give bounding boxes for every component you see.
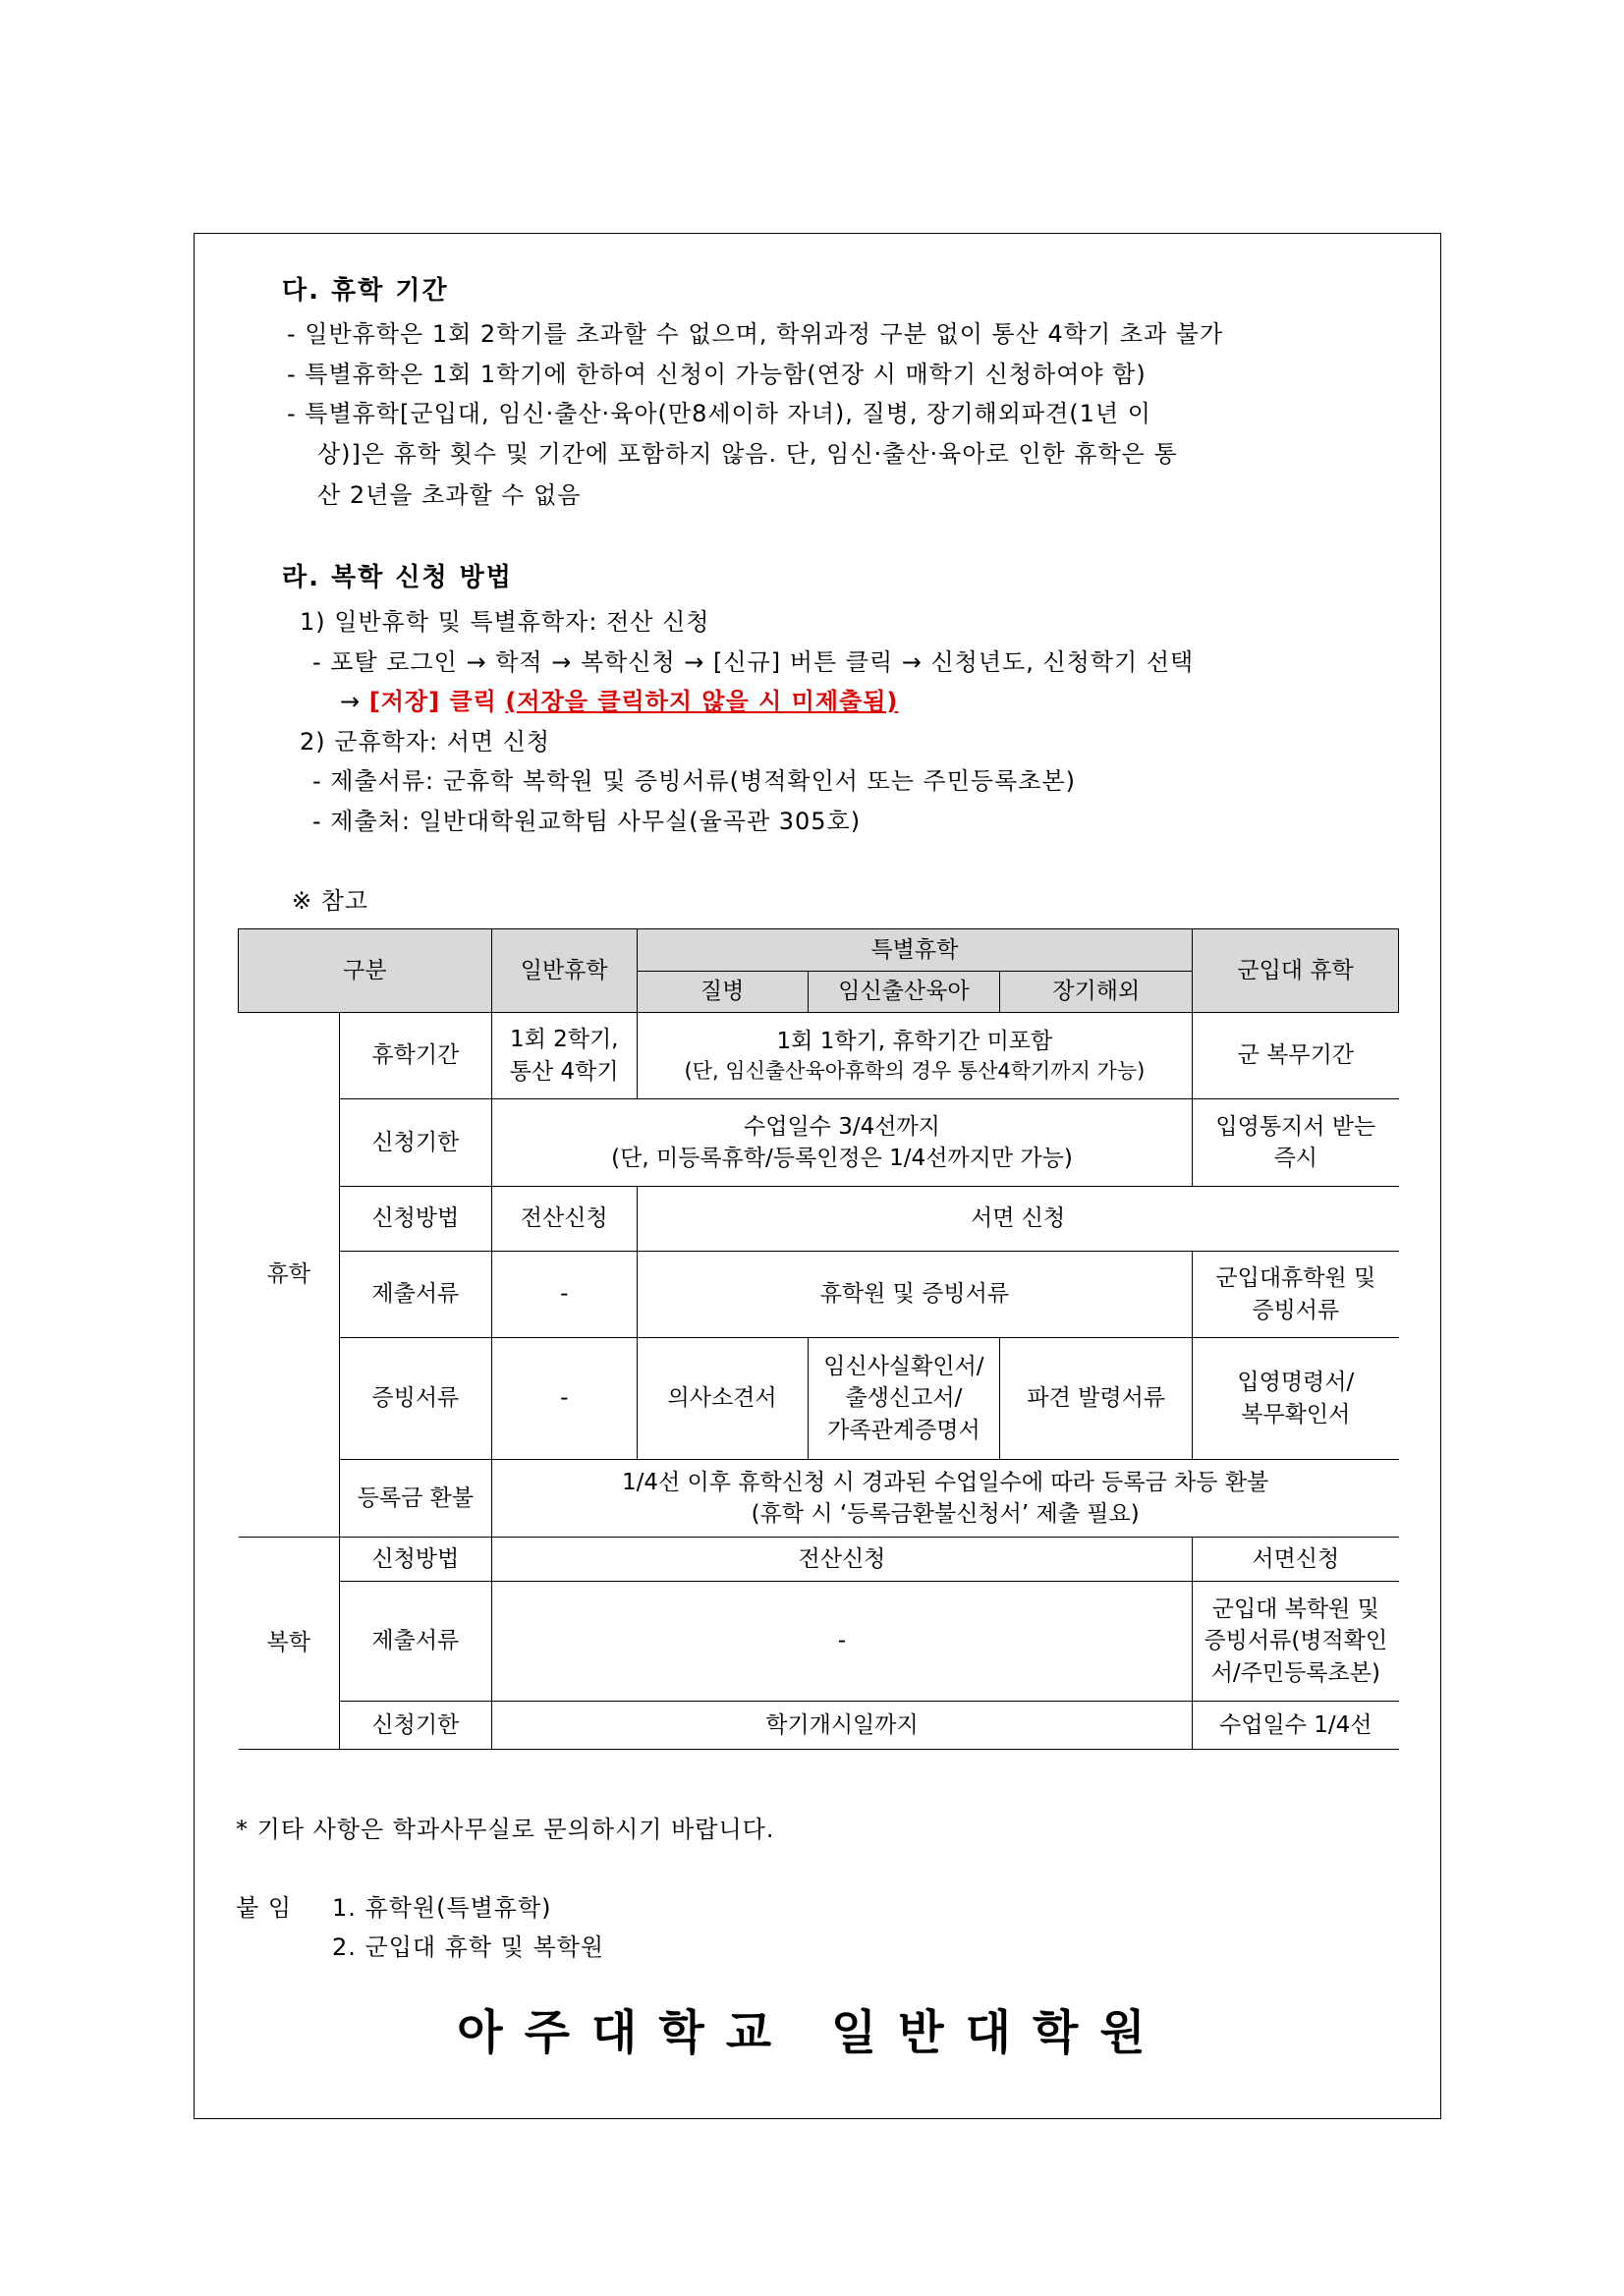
cell: 군입대 복학원 및 증빙서류(병적확인 서/주민등록초본) [1193,1582,1399,1702]
section-da-title: 다. 휴학 기간 [282,276,449,306]
section-da-line: - 일반휴학은 1회 2학기를 초과할 수 없으며, 학위과정 구분 없이 통산 4학기 초과 불가 [287,320,1224,348]
section-da-line: 산 2년을 초과할 수 없음 [317,481,582,509]
row-label: 휴학기간 [339,1013,491,1099]
cell: 의사소견서 [637,1338,808,1460]
row-label: 제출서류 [339,1582,491,1702]
cell: 군입대휴학원 및 증빙서류 [1193,1252,1399,1338]
header-pregnancy: 임신출산육아 [808,972,1000,1013]
section-da-line: - 특별휴학은 1회 1학기에 한하여 신청이 가능함(연장 시 매학기 신청하여야 함) [287,361,1147,388]
cell: 1회 2학기, 통산 4학기 [491,1013,637,1099]
cell-line: 1/4선 이후 휴학신청 시 경과된 수업일수에 따라 등록금 차등 환불 [622,1469,1269,1495]
header-special: 특별휴학 [637,929,1192,972]
cell: 학기개시일까지 [491,1702,1192,1750]
arrow: → [340,688,362,715]
cell-line: 수업일수 3/4선까지 [744,1113,940,1140]
cell: - [491,1338,637,1460]
row-label: 제출서류 [339,1252,491,1338]
leave-return-table [238,928,1399,1750]
cell: - [491,1582,1192,1702]
cell: 서면 신청 [637,1187,1398,1252]
attach-label: 붙 임 [236,1894,292,1922]
ra-item1-detail: - 포탈 로그인 → 학적 → 복학신청 → [신규] 버튼 클릭 → 신청년도, 신청학기 선택 [312,648,1195,676]
cell: 군 복무기간 [1193,1013,1399,1099]
save-click-text: [저장] 클릭 [368,688,497,715]
header-gubun: 구분 [239,929,492,1013]
issuer-footer: 아주대학교 일반대학원 [457,2005,1167,2060]
cell-line: (휴학 시 ‘등록금환불신청서’ 제출 필요) [751,1501,1140,1527]
header-illness: 질병 [637,972,808,1013]
attach-item: 1. 휴학원(특별휴학) [332,1894,552,1922]
cell: 전산신청 [491,1538,1192,1582]
header-general: 일반휴학 [491,929,637,1013]
ra-item2-place: - 제출처: 일반대학원교학팀 사무실(율곡관 305호) [312,808,862,835]
cell: 입영통지서 받는 즉시 [1193,1099,1399,1187]
row-label: 신청방법 [339,1538,491,1582]
section-ra-title: 라. 복학 신청 방법 [282,563,513,592]
cell: - [491,1252,637,1338]
group-return: 복학 [239,1538,340,1750]
etc-note: * 기타 사항은 학과사무실로 문의하시기 바랍니다. [236,1816,775,1843]
cell-special-period [637,1013,1192,1099]
cell: 임신사실확인서/ 출생신고서/ 가족관계증명서 [808,1338,1000,1460]
cell-apply-deadline [491,1099,1192,1187]
cell-line: 1회 1학기, 휴학기간 미포함 [776,1028,1053,1054]
row-label: 증빙서류 [339,1338,491,1460]
section-da-line: 상)]은 휴학 횟수 및 기간에 포함하지 않음. 단, 임신·출산·육아로 인한 휴학은 통 [317,440,1178,468]
cell: 휴학원 및 증빙서류 [637,1252,1192,1338]
row-label: 등록금 환불 [339,1460,491,1538]
row-label: 신청기한 [339,1702,491,1750]
ra-item1-save-line [340,682,898,716]
ra-item2-doc: - 제출서류: 군휴학 복학원 및 증빙서류(병적확인서 또는 주민등록초본) [312,767,1077,795]
header-military: 군입대 휴학 [1193,929,1399,1013]
cell-line: (단, 미등록휴학/등록인정은 1/4선까지만 가능) [611,1146,1073,1171]
note-label: ※ 참고 [292,887,369,915]
ra-item1: 1) 일반휴학 및 특별휴학자: 전산 신청 [300,608,710,636]
cell: 서면신청 [1193,1538,1399,1582]
section-da-line: - 특별휴학[군입대, 임신·출산·육아(만8세이하 자녀), 질병, 장기해외파견(1년 이 [287,400,1151,427]
cell: 입영명령서/ 복무확인서 [1193,1338,1399,1460]
save-warning-text: (저장을 클릭하지 않을 시 미제출됨) [505,688,899,715]
attach-item: 2. 군입대 휴학 및 복학원 [332,1933,605,1961]
group-leave: 휴학 [239,1013,340,1538]
cell-line: (단, 임신출산육아휴학의 경우 통산4학기까지 가능) [684,1058,1146,1083]
cell-refund [491,1460,1398,1538]
row-label: 신청방법 [339,1187,491,1252]
cell: 전산신청 [491,1187,637,1252]
ra-item2: 2) 군휴학자: 서면 신청 [300,728,551,756]
header-abroad: 장기해외 [1000,972,1193,1013]
cell: 수업일수 1/4선 [1193,1702,1399,1750]
cell: 파견 발령서류 [1000,1338,1193,1460]
row-label: 신청기한 [339,1099,491,1187]
